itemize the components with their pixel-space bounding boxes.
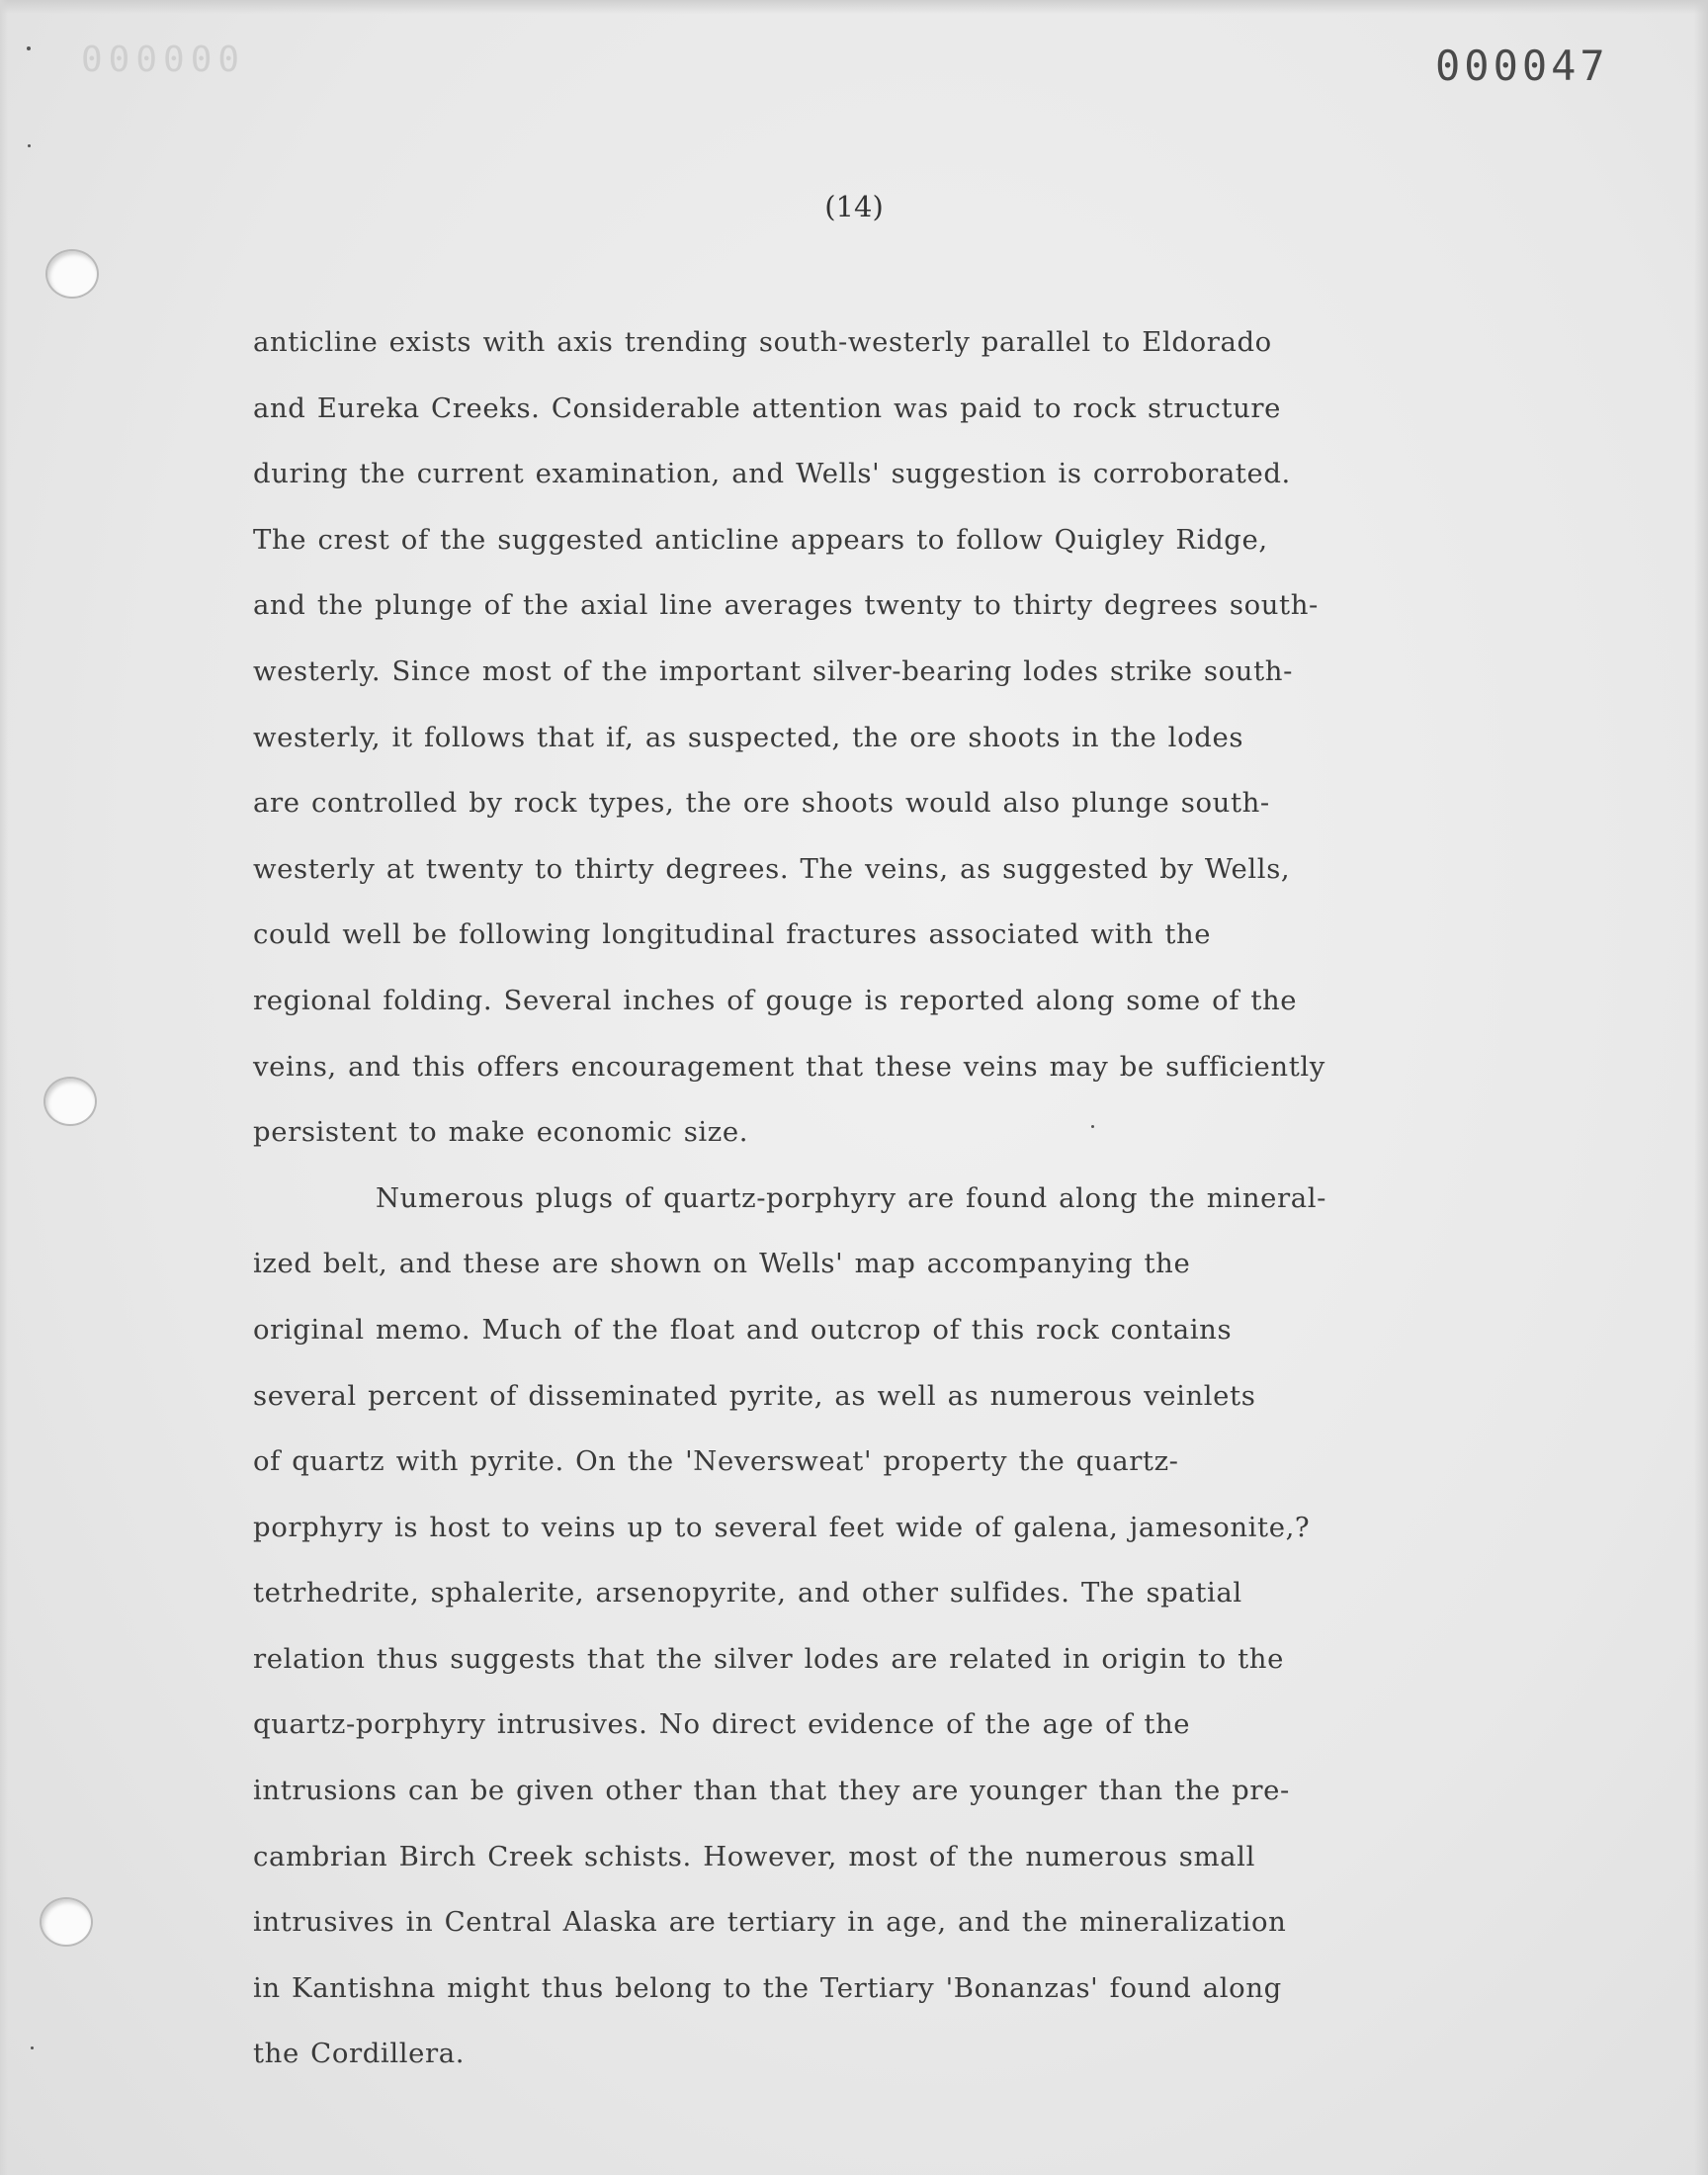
text-line: ized belt, and these are shown on Wells' map accompanying the [253, 1248, 1191, 1280]
text-line: and the plunge of the axial line averages twenty to thirty degrees south- [253, 589, 1319, 622]
text-line: anticline exists with axis trending south-westerly parallel to Eldorado [253, 326, 1272, 358]
body-text [253, 317, 1498, 2095]
dust-speck [31, 2046, 34, 2049]
text-line: westerly. Since most of the important silver-bearing lodes strike south- [253, 654, 1293, 687]
text-line: veins, and this offers encouragement that these veins may be sufficiently [253, 1050, 1325, 1083]
paragraph [253, 317, 1498, 1174]
text-line: in Kantishna might thus belong to the Tertiary 'Bonanzas' found along [253, 1971, 1282, 2004]
page-edge-shadow-right [1694, 0, 1708, 2175]
document-number: 000047 [1435, 42, 1609, 90]
text-line: several percent of disseminated pyrite, as well as numerous veinlets [253, 1379, 1256, 1412]
dust-speck [27, 46, 31, 50]
page-number: (14) [824, 190, 884, 223]
text-line: regional folding. Several inches of gouge is reported along some of the [253, 984, 1298, 1016]
text-line: of quartz with pyrite. On the 'Neversweat' property the quartz- [253, 1445, 1179, 1478]
text-line: intrusives in Central Alaska are tertiary in age, and the mineralization [253, 1906, 1287, 1939]
text-line: porphyry is host to veins up to several feet wide of galena, jamesonite,? [253, 1511, 1311, 1543]
text-line: quartz-porphyry intrusives. No direct evidence of the age of the [253, 1708, 1191, 1741]
text-line: original memo. Much of the float and outcrop of this rock contains [253, 1313, 1233, 1346]
text-line: are controlled by rock types, the ore shoots would also plunge south- [253, 787, 1270, 820]
text-line: intrusions can be given other than that they are younger than the pre- [253, 1775, 1290, 1807]
text-line: persistent to make economic size. [253, 1116, 749, 1149]
page-edge-shadow-left [0, 0, 8, 2175]
punch-hole-top [45, 249, 99, 299]
dust-speck [28, 144, 31, 147]
text-line: relation thus suggests that the silver lodes are related in origin to the [253, 1642, 1284, 1675]
text-line: westerly, it follows that if, as suspected, the ore shoots in the lodes [253, 721, 1244, 753]
punch-hole-middle [43, 1077, 97, 1126]
text-line: during the current examination, and Wells' suggestion is corroborated. [253, 458, 1291, 490]
text-line: could well be following longitudinal fractures associated with the [253, 918, 1212, 951]
text-line: The crest of the suggested anticline appears to follow Quigley Ridge, [253, 523, 1268, 556]
text-line: cambrian Birch Creek schists. However, most of the numerous small [253, 1840, 1255, 1872]
text-line: tetrhedrite, sphalerite, arsenopyrite, and other sulfides. The spatial [253, 1577, 1242, 1610]
paragraph [253, 1174, 1498, 2095]
punch-hole-bottom [40, 1897, 93, 1947]
text-line: westerly at twenty to thirty degrees. The veins, as suggested by Wells, [253, 852, 1291, 885]
text-line: and Eureka Creeks. Considerable attention was paid to rock structure [253, 392, 1282, 424]
faded-stamp-number: 000000 [81, 40, 246, 80]
page-edge-shadow-top [0, 0, 1708, 14]
text-line: Numerous plugs of quartz-porphyry are found along the mineral- [376, 1181, 1327, 1214]
text-line: the Cordillera. [253, 2038, 466, 2070]
